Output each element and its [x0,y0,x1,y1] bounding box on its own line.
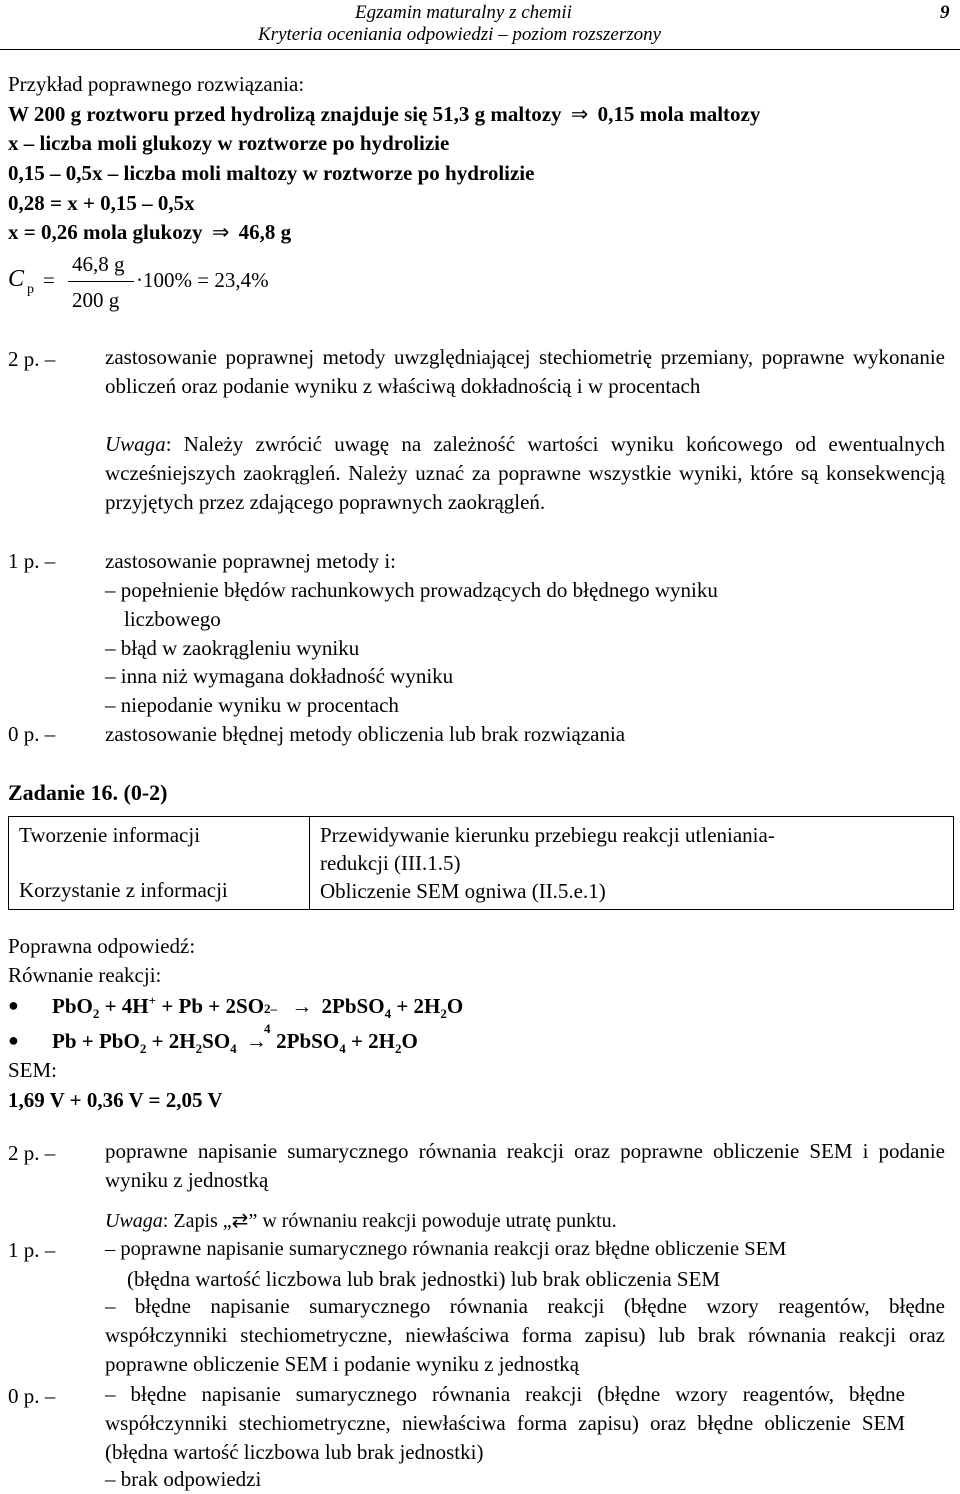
score-2p-text: zastosowanie poprawnej metody uwzględniającej stechiometrię przemiany, poprawne wykonanie obliczeń oraz podanie wyniku z właściwą dokładnością i w procentach [105,345,945,398]
score-1p-item: liczbowego [124,607,221,631]
score-1p-item: – popełnienie błędów rachunkowych prowadzących do błędnego wyniku [105,578,718,602]
reaction-arrow-icon: → [245,1029,267,1053]
eq-text: PbO [52,994,93,1018]
header-rule [0,49,960,50]
bullet-icon: ● [8,1030,19,1050]
table-left-cell [9,817,310,910]
example-intro: Przykład poprawnego rozwiązania: [8,72,305,96]
table-right-3: Obliczenie SEM ogniwa (II.5.e.1) [320,879,606,903]
eq-text: 2PbSO [270,1029,340,1053]
sem-label: SEM: [8,1058,58,1082]
eq-text: + 4H [99,994,149,1018]
implies-arrow-icon: ⇒ [211,220,230,244]
note-text: : Zapis „ [162,1210,232,1232]
score2-1p-item-1b: (błędna wartość liczbowa lub brak jednostki) lub brak obliczenia SEM [127,1267,721,1291]
task-title: Zadanie 16. (0-2) [8,780,168,805]
score2-1p-item-1: – poprawne napisanie sumarycznego równania reakcji oraz błędne obliczenie SEM [105,1238,787,1260]
score2-note [105,1208,617,1233]
formula-c: C [8,266,25,292]
eq-subscript: 4 [339,1041,346,1057]
eq-subscript: 4 [384,1006,392,1022]
score2-1p-item-2 [105,1292,945,1379]
example-line-1-result: 0,15 mola maltozy [597,102,761,126]
reaction-label: Równanie reakcji: [8,963,162,987]
note-label: Uwaga [105,432,166,456]
reaction-arrow-icon: → [291,994,313,1018]
example-line-3: 0,15 – 0,5x – liczba moli maltozy w roztworze po hydrolizie [8,161,535,185]
example-line-5-result: 46,8 g [238,220,292,244]
score-1p-item: – niepodanie wyniku w procentach [105,693,399,717]
score2-1p-label: 1 p. – [8,1238,56,1262]
eq-subscript: 2 [395,1041,402,1057]
score2-2p-label: 2 p. – [8,1141,56,1165]
eq-text: O [401,1029,418,1053]
table-right-cell [310,817,954,910]
example-line-1-text: W 200 g roztworu przed hydrolizą znajduje się 51,3 g maltozy [8,102,562,126]
equation-2 [52,1029,418,1057]
score-1p-text: zastosowanie poprawnej metody i: [105,549,397,573]
eq-text: O [446,994,464,1018]
page-number: 9 [940,2,950,23]
eq-text: 2PbSO [316,994,385,1018]
score-1p-item: – inna niż wymagana dokładność wyniku [105,664,454,688]
table-left-2: Korzystanie z informacji [19,878,228,902]
eq-subscript: 4 [230,1041,237,1057]
implies-arrow-icon: ⇒ [570,102,589,126]
example-line-2: x – liczba moli glukozy w roztworze po hydrolizie [8,131,450,155]
bullet-icon: ● [8,995,19,1015]
score2-2p-text: poprawne napisanie sumarycznego równania reakcji oraz poprawne obliczenie SEM i podanie wyniku z jednostką [105,1139,945,1192]
score2-0p-label: 0 p. – [8,1384,56,1408]
example-line-4: 0,28 = x + 0,15 – 0,5x [8,191,195,215]
table-right-1: Przewidywanie kierunku przebiegu reakcji utleniania- [320,823,775,847]
score2-0p-item-1: – błędne napisanie sumarycznego równania reakcji (błędne wzory reagentów, błędne współczynniki stechiometryczne, niewłaściwa forma zapisu) oraz błędne obliczenie SEM (błędna wartość liczbowa lub brak jednostki) [105,1382,905,1464]
eq-text: Pb + PbO [52,1029,140,1053]
example-line-5-text: x = 0,26 mola glukozy [8,220,203,244]
table-left-1: Tworzenie informacji [19,823,201,847]
score-0p-text: zastosowanie błędnej metody obliczenia lub brak rozwiązania [105,722,626,746]
score-0p-label: 0 p. – [8,722,56,746]
fraction-bar [68,281,134,282]
score2-0p-item-2: – brak odpowiedzi [105,1467,262,1491]
eq-text: + Pb + 2SO [156,994,265,1018]
eq-subscript: 2 [92,1006,100,1022]
formula-equals: = [43,268,55,292]
example-line-1 [8,102,760,127]
header-subtitle: Kryteria oceniania odpowiedzi – poziom rozszerzony [258,24,662,45]
requirements-table [8,816,954,910]
formula-c-subscript: p [27,282,34,297]
score-1p-item: – błąd w zaokrągleniu wyniku [105,636,360,660]
item-text: – błędne napisanie sumarycznego równania reakcji (błędne wzory reagentów, błędne współczynniki stechiometryczne, niewłaściwa forma zapisu) lub brak równania reakcji oraz poprawne obliczenie SEM i podanie wyniku z jednostką [105,1294,945,1376]
score-1p-label: 1 p. – [8,549,56,573]
note-text: : Należy zwrócić uwagę na zależność wartości wyniku końcowego od ewentualnych wcześniejszych zaokrągleń. Należy uznać za poprawne wszystkie wyniki, które są konsekwencją przyjętych przez zdającego poprawnych zaokrągleń. [105,432,945,514]
note-label: Uwaga [105,1210,163,1232]
answer-label: Poprawna odpowiedź: [8,934,196,958]
sem-calculation: 1,69 V + 0,36 V = 2,05 V [8,1088,223,1112]
equilibrium-arrow-icon: ⇄ [231,1210,249,1232]
equation-1: PbO$_2$ + 4H+ + Pb + 2SO 2– 4 → 2PbSO$_4$ + $2H_2O$ [52,993,464,1036]
eq-text: + 2H [146,1029,196,1053]
eq-text: SO [202,1029,231,1053]
eq-subscript: 2 [440,1006,447,1022]
header-title: Egzamin maturalny z chemii [355,2,572,23]
eq-subscript: 2 [195,1041,203,1057]
eq-superscript: + [148,993,157,1008]
eq-text: + 2H [391,994,441,1018]
eq-subscript: 2 [139,1041,147,1057]
formula-result: ·100% = 23,4% [136,268,269,292]
eq-text: + 2H [345,1029,395,1053]
example-line-5 [8,220,291,245]
score-note [105,430,945,517]
score-2p-label: 2 p. – [8,347,56,371]
table-right-2: redukcji (III.1.5) [320,851,461,875]
formula-numerator: 46,8 g [72,252,125,276]
formula-denominator: 200 g [72,288,120,312]
note-text: ” w równaniu reakcji powoduje utratę punktu. [248,1210,617,1232]
